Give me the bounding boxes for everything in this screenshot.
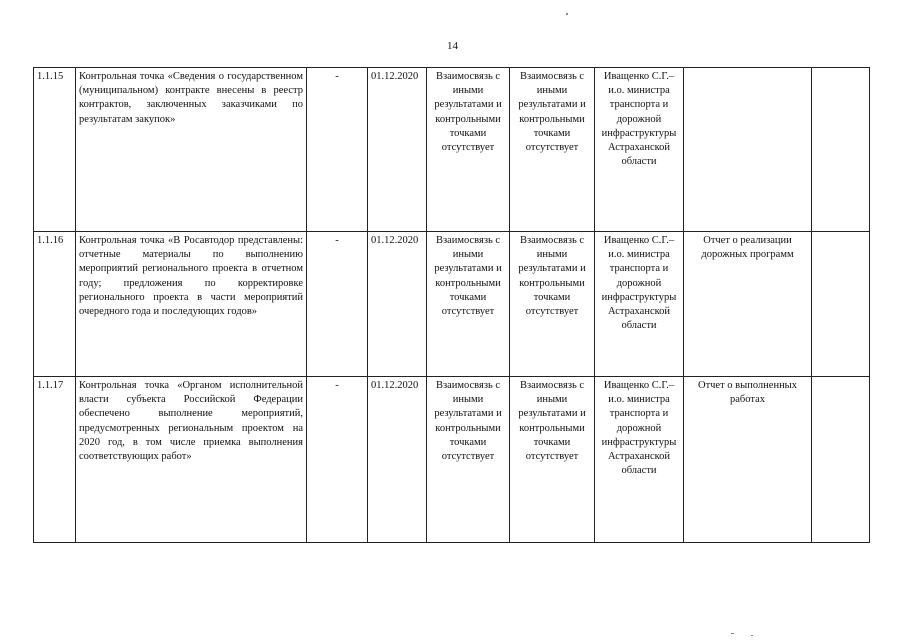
successors: Взаимосвязь с иными результатами и контрольными точками отсутствует	[510, 377, 595, 543]
end-date: 01.12.2020	[368, 68, 427, 232]
control-level	[812, 68, 870, 232]
row-number: 1.1.16	[34, 232, 76, 377]
control-point-name: Контрольная точка «В Росавтодор представлены: отчетные материалы по выполнению мероприятий регионального проекта в отчетном году; предложения по корректировке регионального проекта в части мероприятий очередного года и последующих годов»	[76, 232, 307, 377]
table-row	[34, 68, 870, 232]
result-document	[684, 68, 812, 232]
control-point-name: Контрольная точка «Органом исполнительной власти субъекта Российской Федерации обеспечено выполнение мероприятий, предусмотренных региональным проектом на 2020 год, в том числе приемка выполнения соответствующих работ»	[76, 377, 307, 543]
start-date: -	[307, 232, 368, 377]
control-points-table	[33, 67, 870, 543]
control-level	[812, 377, 870, 543]
responsible-person: Иващенко С.Г.– и.о. министра транспорта и дорожной инфраструктуры Астраханской области	[595, 232, 684, 377]
table-row	[34, 377, 870, 543]
predecessors: Взаимосвязь с иными результатами и контрольными точками отсутствует	[427, 377, 510, 543]
successors: Взаимосвязь с иными результатами и контрольными точками отсутствует	[510, 232, 595, 377]
start-date: -	[307, 68, 368, 232]
result-document: Отчет о реализации дорожных программ	[684, 232, 812, 377]
row-number: 1.1.15	[34, 68, 76, 232]
result-document: Отчет о выполненных работах	[684, 377, 812, 543]
scan-speck	[731, 633, 734, 634]
row-number: 1.1.17	[34, 377, 76, 543]
control-level	[812, 232, 870, 377]
control-point-name: Контрольная точка «Сведения о государственном (муниципальном) контракте внесены в реестр контрактов, заключенных заказчиками по результатам закупок»	[76, 68, 307, 232]
end-date: 01.12.2020	[368, 377, 427, 543]
predecessors: Взаимосвязь с иными результатами и контрольными точками отсутствует	[427, 232, 510, 377]
predecessors: Взаимосвязь с иными результатами и контрольными точками отсутствует	[427, 68, 510, 232]
start-date: -	[307, 377, 368, 543]
successors: Взаимосвязь с иными результатами и контрольными точками отсутствует	[510, 68, 595, 232]
scan-speck	[751, 635, 753, 636]
end-date: 01.12.2020	[368, 232, 427, 377]
table-row	[34, 232, 870, 377]
page-number: 14	[447, 40, 458, 52]
responsible-person: Иващенко С.Г.– и.о. министра транспорта и дорожной инфраструктуры Астраханской области	[595, 377, 684, 543]
responsible-person: Иващенко С.Г.– и.о. министра транспорта и дорожной инфраструктуры Астраханской области	[595, 68, 684, 232]
scan-speck	[566, 13, 568, 15]
